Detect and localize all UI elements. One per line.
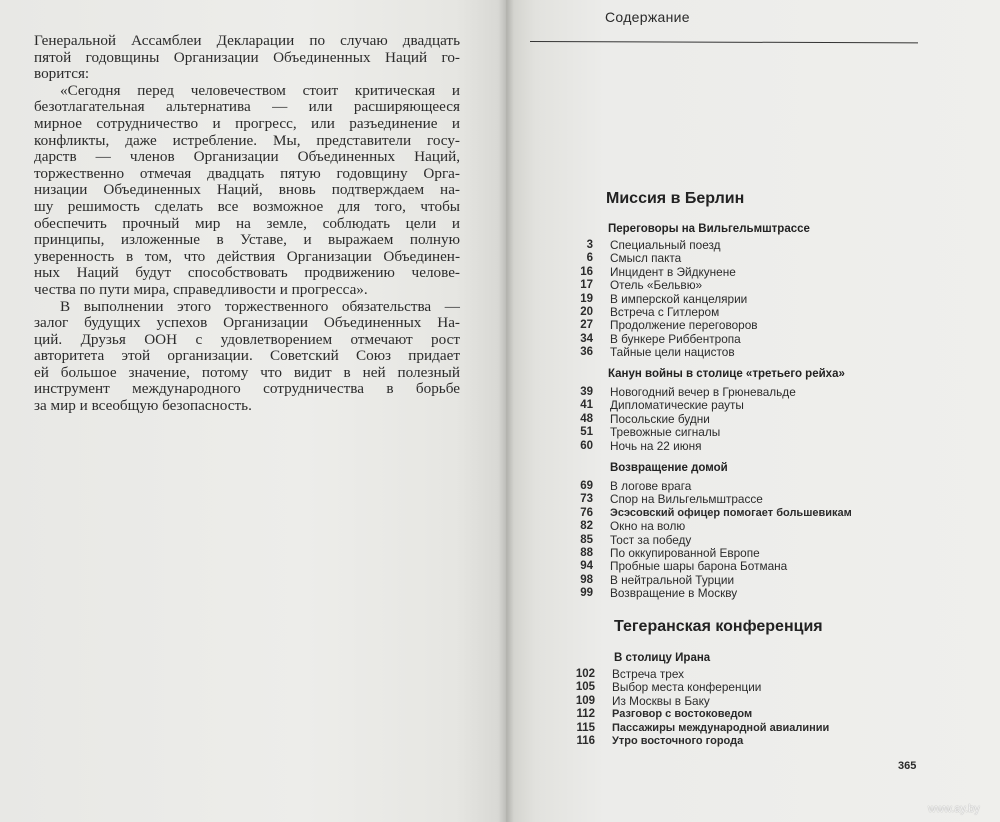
toc-entry xyxy=(560,560,900,573)
toc-list xyxy=(562,668,902,748)
toc-entry-title: Инцидент в Эйдкунене xyxy=(610,264,736,279)
text-line: ей большое значение, потому что видит в ней полезный xyxy=(34,363,460,381)
toc-page-number: 116 xyxy=(576,734,595,747)
toc-entry-title: Утро восточного города xyxy=(612,734,744,747)
running-head: Содержание xyxy=(605,9,690,25)
text-line: обеспечить прочный мир на земле, соблюдать цели и xyxy=(34,214,460,232)
toc-entry-title: Встреча с Гитлером xyxy=(610,304,720,319)
toc-entry xyxy=(560,346,900,359)
toc-entry-title: Дипломатические рауты xyxy=(610,398,744,413)
toc-entry xyxy=(562,708,902,721)
toc-page-number: 34 xyxy=(580,332,593,345)
text-line: ных Наций будут способствовать продвижению челове- xyxy=(34,264,460,282)
toc-page-number: 16 xyxy=(580,265,593,278)
toc-page-number: 69 xyxy=(580,480,593,492)
toc-entry xyxy=(562,668,902,681)
text-line: пятой годовщины Организации Объединенных Наций го- xyxy=(34,48,460,66)
toc-entry xyxy=(560,239,900,252)
watermark: www.ay.by xyxy=(928,803,980,815)
toc-entry-title: Смысл пакта xyxy=(610,251,682,266)
toc-entry-title: В имперской канцелярии xyxy=(610,291,748,306)
text-line: принципы, изложенные в Уставе, и выражаем полную xyxy=(34,231,460,249)
left-page-text xyxy=(34,33,460,415)
toc-list xyxy=(560,239,900,360)
toc-entry xyxy=(560,293,900,306)
text-line: безотлагательная альтернатива — или расширяющееся xyxy=(34,98,460,116)
toc-page-number: 17 xyxy=(580,279,593,292)
toc-entry xyxy=(560,413,900,426)
toc-page-number: 94 xyxy=(580,560,593,573)
toc-entry xyxy=(560,426,900,439)
toc-list xyxy=(560,480,900,601)
toc-page-number: 39 xyxy=(580,386,593,398)
text-line: дарств — членов Организации Объединенных Наций, xyxy=(34,148,460,166)
toc-entry xyxy=(562,735,902,748)
toc-entry-title: Отель «Бельвю» xyxy=(610,278,703,293)
toc-entry xyxy=(560,480,900,493)
toc-entry-title: Специальный поезд xyxy=(610,238,721,252)
toc-entry xyxy=(560,547,900,560)
toc-entry xyxy=(560,252,900,265)
toc-entry xyxy=(560,333,900,346)
part-title: Тегеранская конференция xyxy=(614,618,823,635)
section-title: В столицу Ирана xyxy=(614,652,711,664)
text-line: шу решимость сделать все возможное для того, чтобы xyxy=(34,197,460,215)
toc-entry xyxy=(560,520,900,533)
toc-entry xyxy=(562,722,902,735)
toc-page-number: 115 xyxy=(576,721,595,734)
toc-page-number: 6 xyxy=(586,252,593,265)
text-line: низации Объединенных Наций, вновь подтверждаем на- xyxy=(34,181,460,199)
toc-entry xyxy=(562,695,902,708)
toc-page-number: 36 xyxy=(580,346,593,359)
toc-entry xyxy=(560,587,900,600)
toc-entry-title: По оккупированной Европе xyxy=(610,545,760,560)
toc-page-number: 102 xyxy=(575,668,595,680)
text-line: В выполнении этого торжественного обязательства — xyxy=(60,297,460,315)
toc-entry xyxy=(560,574,900,587)
toc-entry xyxy=(560,440,900,453)
section-title: Переговоры на Вильгельмштрассе xyxy=(608,223,810,235)
toc-entry-title: Спор на Вильгельмштрассе xyxy=(610,492,763,507)
toc-page-number: 112 xyxy=(576,708,595,721)
toc-page-number: 20 xyxy=(580,305,593,318)
toc-entry xyxy=(560,279,900,292)
toc-entry-title: Тост за победу xyxy=(610,532,692,547)
text-line: ворится: xyxy=(34,65,90,83)
section-title: Возвращение домой xyxy=(610,462,728,474)
book-gutter xyxy=(498,0,514,822)
toc-entry xyxy=(560,319,900,332)
toc-page-number: 99 xyxy=(580,587,593,600)
toc-entry xyxy=(560,507,900,520)
text-line: уверенность в том, что действия Организации Объединен- xyxy=(34,247,460,265)
toc-entry-title: Тайные цели нацистов xyxy=(610,345,735,360)
toc-page-number: 85 xyxy=(580,533,593,546)
toc-entry-title: Выбор места конференции xyxy=(612,680,762,695)
text-line: торжественно отмечая двадцать пятую годовщину Орга- xyxy=(34,164,460,182)
toc-page-number: 48 xyxy=(580,412,593,425)
text-line: за мир и всеобщую безопасность. xyxy=(34,397,252,415)
toc-entry xyxy=(560,386,900,399)
toc-page-number: 76 xyxy=(580,506,593,519)
toc-entry-title: Окно на волю xyxy=(610,519,686,534)
toc-entry-title: Разговор с востоковедом xyxy=(612,708,753,721)
section-title: Канун войны в столице «третьего рейха» xyxy=(608,368,845,380)
toc-entry-title: Эсэсовский офицер помогает большевикам xyxy=(610,506,852,519)
toc-entry-title: Пробные шары барона Ботмана xyxy=(610,559,788,574)
toc-entry xyxy=(560,534,900,547)
toc-page-number: 27 xyxy=(580,319,593,332)
text-line: чества по пути мира, справедливости и прогресса». xyxy=(34,280,368,298)
text-line: мирное сотрудничество и прогресс, или разъединение и xyxy=(34,114,460,132)
toc-entry-title: Из Москвы в Баку xyxy=(612,693,710,708)
toc-page-number: 88 xyxy=(580,546,593,559)
toc-list xyxy=(560,386,900,453)
page-number: 365 xyxy=(898,760,917,772)
text-line: «Сегодня перед человечеством стоит критическая и xyxy=(60,81,460,99)
text-line: конфликты, даже истребление. Мы, представители госу- xyxy=(34,131,460,149)
text-line: авторитета этой организации. Советский Союз придает xyxy=(34,347,460,365)
toc-entry xyxy=(560,493,900,506)
toc-page-number: 51 xyxy=(580,426,593,439)
toc-entry-title: В логове врага xyxy=(610,479,692,493)
toc-entry xyxy=(560,266,900,279)
text-line: инструмент международного сотрудничества в борьбе xyxy=(34,380,460,398)
toc-entry-title: Возвращение в Москву xyxy=(610,586,738,601)
toc-page-number: 3 xyxy=(586,239,593,251)
toc-entry-title: Новогодний вечер в Грюневальде xyxy=(610,385,796,399)
toc-page-number: 105 xyxy=(575,681,595,694)
toc-entry xyxy=(560,306,900,319)
toc-entry-title: В нейтральной Турции xyxy=(610,572,735,587)
toc-entry-title: Встреча трех xyxy=(612,667,685,681)
toc-page-number: 60 xyxy=(580,439,593,452)
toc-entry-title: Пассажиры международной авиалинии xyxy=(612,721,830,734)
toc-page-number: 19 xyxy=(580,292,593,305)
toc-entry-title: Ночь на 22 июня xyxy=(610,438,702,453)
toc-page-number: 98 xyxy=(580,573,593,586)
toc-entry xyxy=(562,681,902,694)
text-line: залог будущих успехов Организации Объединенных На- xyxy=(34,314,460,332)
toc-entry-title: Тревожные сигналы xyxy=(610,425,721,440)
toc-entry-title: В бункере Риббентропа xyxy=(610,331,741,346)
toc-page-number: 109 xyxy=(575,694,595,707)
toc-page-number: 82 xyxy=(580,520,593,533)
toc-page-number: 73 xyxy=(580,493,593,506)
part-title: Миссия в Берлин xyxy=(606,190,745,207)
text-line: Генеральной Ассамблеи Декларации по случаю двадцать xyxy=(34,32,460,49)
toc-page-number: 41 xyxy=(580,399,593,412)
text-line: ций. Друзья ООН с удовлетворением отмечают рост xyxy=(34,330,460,348)
toc-entry-title: Посольские будни xyxy=(610,411,710,426)
toc-entry-title: Продолжение переговоров xyxy=(610,318,758,333)
toc-entry xyxy=(560,399,900,412)
